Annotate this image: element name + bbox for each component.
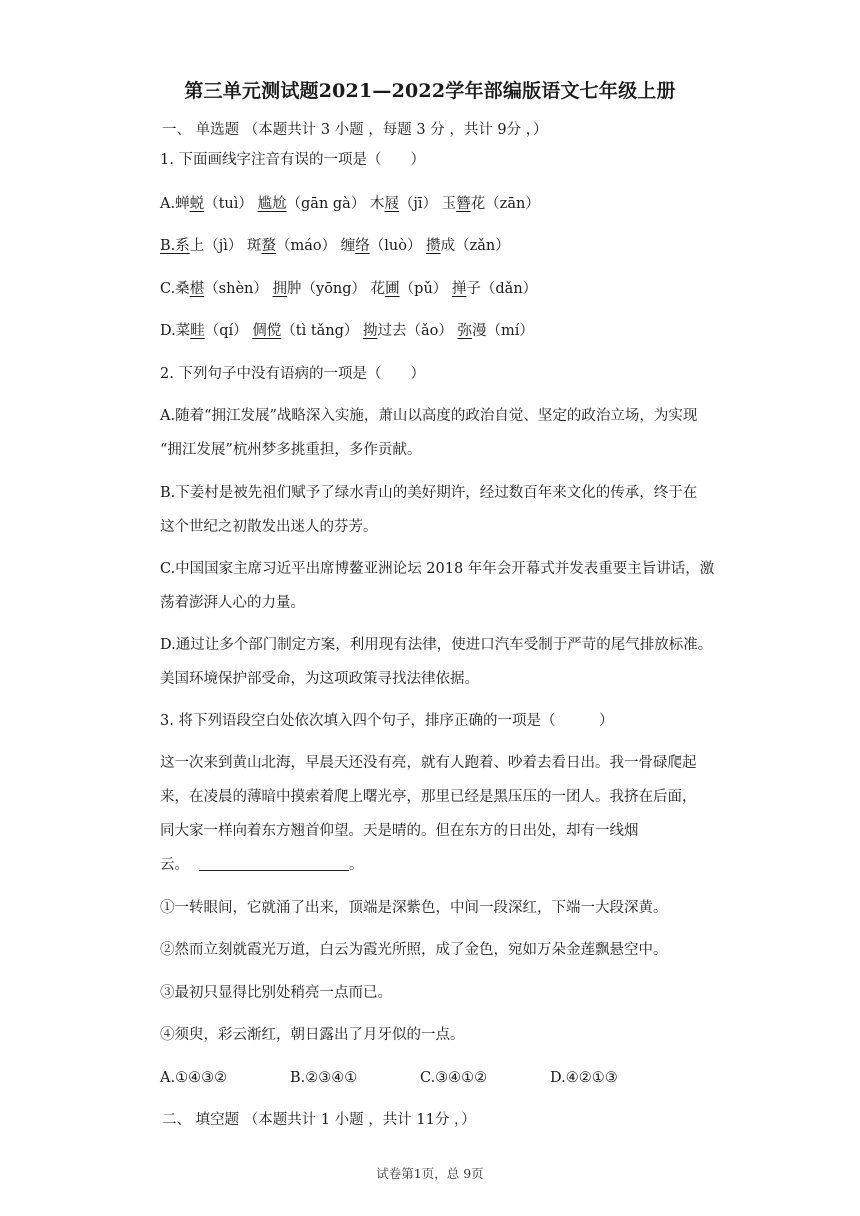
question-1-option-c — [160, 279, 537, 299]
underlined-char: 弥 — [457, 323, 473, 339]
question-2-option-d-line2: 美国环境保护部受命，为这项政策寻找法律依据。 — [160, 671, 479, 687]
section-heading-fill-in: 二、 填空题 （本题共计 1 小题 ，共计 11分 ，） — [162, 1112, 476, 1128]
page-footer: 试卷第1页，总 9页 — [376, 1166, 484, 1181]
underlined-char: 络 — [355, 238, 370, 254]
underlined-char: 攒 — [426, 238, 441, 254]
option-text: D.菜 — [160, 323, 191, 339]
underlined-char: B.系 — [160, 238, 190, 254]
option-text: （jī） 玉 — [398, 196, 457, 212]
option-text: 子（dǎn） — [466, 281, 538, 297]
question-2-stem: 2. 下列句子中没有语病的一项是（ ） — [160, 366, 425, 382]
question-3-passage-line3: 同大家一样向着东方翘首仰望。天是晴的。但在东方的日出处，却有一线烟 — [160, 823, 639, 839]
option-text: （tì tǎng） — [281, 323, 364, 339]
question-3-passage-line1: 这一次来到黄山北海，早晨天还没有亮，就有人跑着、吵着去看日出。我一骨碌爬起 — [160, 755, 697, 771]
underlined-char: 蝥 — [261, 238, 277, 254]
underlined-char: 圃 — [385, 281, 400, 297]
option-text: （luò） — [369, 238, 427, 254]
question-3-sentence-2: ②然而立刻就霞光万道，白云为霞光所照，成了金色，宛如万朵金莲飘悬空中。 — [160, 942, 668, 958]
option-text: 过去（ǎo） — [377, 323, 458, 339]
underlined-char: 簪 — [456, 196, 471, 212]
option-d: D.④②①③ — [550, 1070, 618, 1086]
page-title: 第三单元测试题2021—2022学年部编版语文七年级上册 — [184, 80, 676, 102]
question-2-option-c-line1: C.中国国家主席习近平出席博鳌亚洲论坛 2018 年年会开幕式并发表重要主旨讲话，激 — [160, 561, 715, 577]
question-3-passage-line2: 来，在凌晨的薄暗中摸索着爬上曙光亭，那里已经是黑压压的一团人。我挤在后面， — [160, 789, 697, 805]
section-heading-single-choice: 一、 单选题 （本题共计 3 小题 ，每题 3 分 ，共计 9分 ，） — [162, 122, 548, 138]
option-text: （máo） 缠 — [276, 238, 356, 254]
question-2-option-a-line2: “拥江发展”杭州梦多挑重担，多作贡献。 — [160, 442, 422, 458]
question-3-sentence-1: ①一转眼间，它就涌了出来，顶端是深紫色，中间一段深红，下端一大段深黄。 — [160, 900, 668, 916]
question-3-sentence-4: ④须臾，彩云渐红，朝日露出了月牙似的一点。 — [160, 1027, 465, 1043]
fill-blank — [199, 856, 349, 871]
underlined-char: 畦 — [190, 323, 205, 339]
passage-text: 云。 — [160, 857, 189, 873]
option-text: （gān gà） 木 — [286, 196, 385, 212]
underlined-char: 拗 — [363, 323, 378, 339]
option-text: 花（zān） — [470, 196, 540, 212]
option-text: （tuì） — [204, 196, 253, 212]
option-text: （pǔ） — [399, 281, 452, 297]
underlined-char: 尴尬 — [257, 196, 287, 212]
question-1-stem: 1. 下面画线字注音有误的一项是（ ） — [160, 152, 425, 168]
question-3-passage-line4 — [160, 855, 364, 875]
option-b: B.②③④① — [290, 1070, 358, 1086]
question-1-option-b — [160, 236, 510, 256]
underlined-char: 掸 — [451, 281, 467, 297]
option-text: 肿（yōng） 花 — [287, 281, 386, 297]
question-2-option-a-line1: A.随着“拥江发展”战略深入实施，萧山以高度的政治自觉、坚定的政治立场，为实现 — [160, 408, 698, 424]
question-3-sentence-3: ③最初只显得比别处稍亮一点而已。 — [160, 985, 392, 1001]
option-text: C.桑 — [160, 281, 190, 297]
underlined-char: 屐 — [384, 196, 399, 212]
underlined-char: 倜傥 — [252, 323, 282, 339]
underlined-char: 拥 — [272, 281, 287, 297]
option-text: A.蝉 — [160, 196, 190, 212]
question-3-options — [160, 1068, 680, 1088]
question-2-option-d-line1: D.通过让多个部门制定方案，利用现有法律，使进口汽车受制于严苛的尾气排放标准。 — [160, 637, 713, 653]
question-1-option-a — [160, 194, 540, 214]
passage-text: 。 — [349, 857, 364, 873]
option-text: 上（jì） 斑 — [189, 238, 262, 254]
option-a: A.①④③② — [160, 1070, 228, 1086]
question-2-option-c-line2: 荡着澎湃人心的力量。 — [160, 595, 305, 611]
option-text: 漫（mí） — [472, 323, 534, 339]
option-text: （shèn） — [204, 281, 273, 297]
question-1-option-d — [160, 321, 534, 341]
option-text: 成（zǎn） — [440, 238, 510, 254]
underlined-char: 椹 — [189, 281, 205, 297]
underlined-char: 蜕 — [189, 196, 205, 212]
option-text: （qí） — [204, 323, 253, 339]
question-3-stem: 3. 将下列语段空白处依次填入四个句子，排序正确的一项是（ ） — [160, 713, 614, 729]
question-2-option-b-line1: B.下姜村是被先祖们赋予了绿水青山的美好期许，经过数百年来文化的传承，终于在 — [160, 485, 698, 501]
question-2-option-b-line2: 这个世纪之初散发出迷人的芬芳。 — [160, 519, 378, 535]
option-c: C.③④①② — [420, 1070, 488, 1086]
